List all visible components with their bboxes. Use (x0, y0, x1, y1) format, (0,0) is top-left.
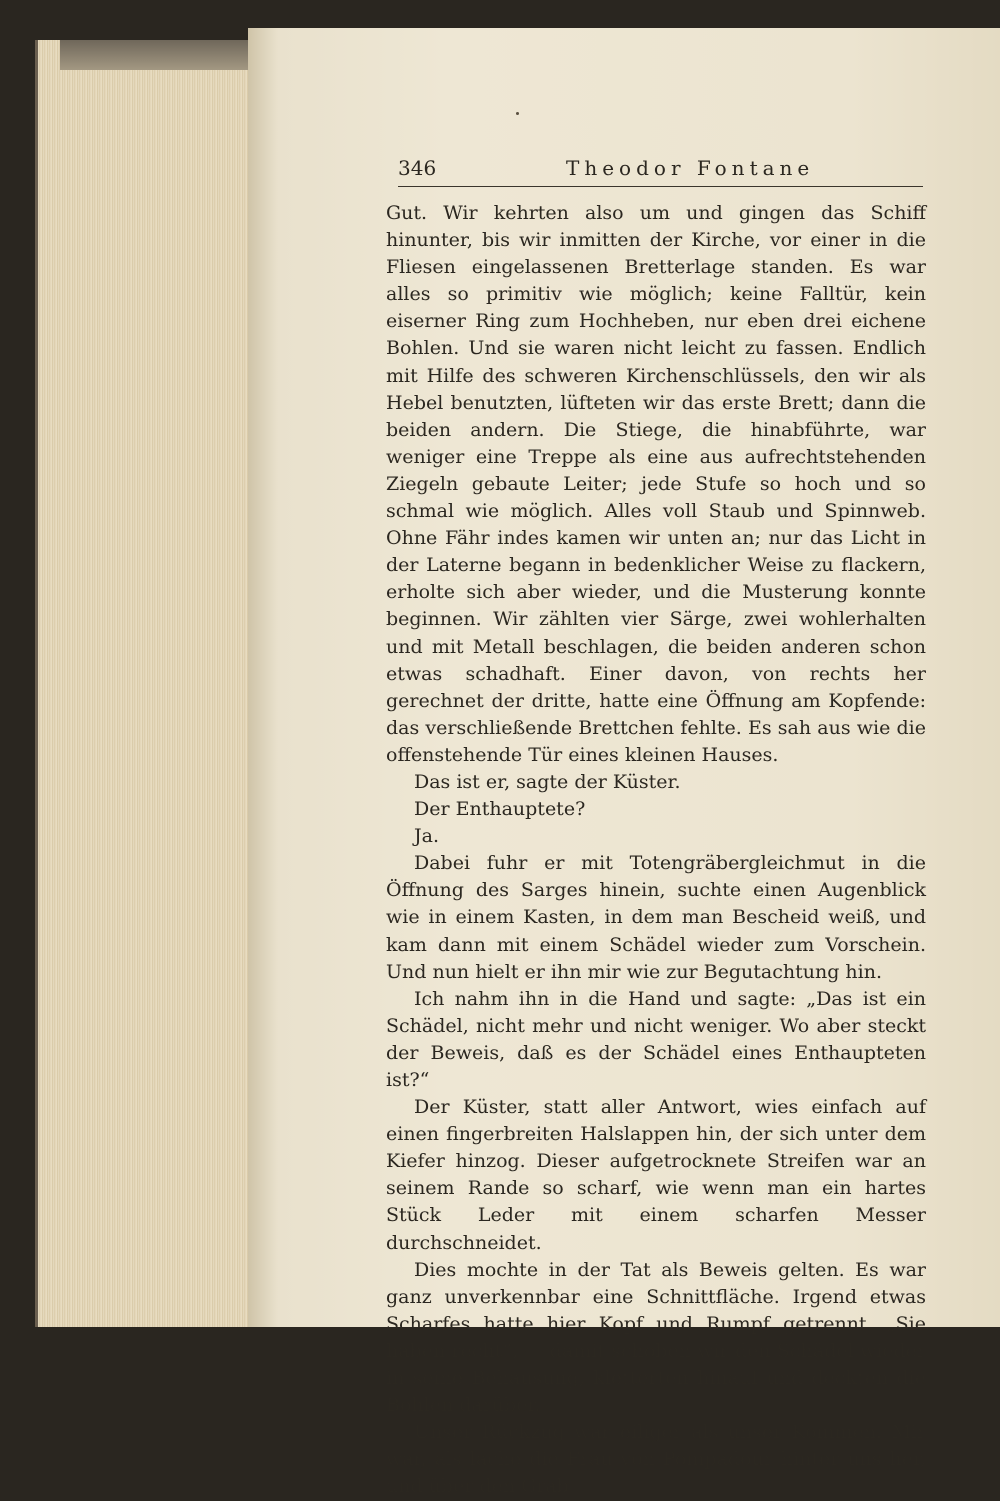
paragraph: Ich nahm ihn in die Hand und sagte: „Das ist ein Schädel, nicht mehr und nicht weniger. Wo aber steckt der Beweis, daß es der Schädel eines Enthaupteten ist?“ (386, 987, 926, 1091)
paragraph: Gut. Wir kehrten also um und gingen das Schiff hinunter, bis wir inmitten der Kirche, vor einer in die Fliesen eingelassenen Bretterlage standen. Es war alles so primitiv wie möglich; keine Falltür, kein eiserner Ring zum Hochheben, nur eben drei eichene Bohlen. Und sie waren nicht leicht zu fassen. Endlich mit Hilfe des schweren Kirchenschlüssels, den wir als Hebel benutzten, lüfteten wir das erste Brett; dann die beiden andern. Die Stiege, die hinabführte, war weniger eine Treppe als eine aus aufrechtstehenden Ziegeln gebaute Leiter; jede Stufe so hoch und so schmal wie möglich. Alles voll Staub und Spinnweb. Ohne Fähr indes kamen wir unten an; nur das Licht in der Laterne begann in bedenklicher Weise zu flackern, erholte sich aber wieder, und die Musterung konnte beginnen. Wir zählten vier Särge, zwei wohlerhalten und mit Metall beschlagen, die beiden anderen schon etwas schadhaft. Einer davon, von rechts her gerechnet der dritte, hatte eine Öffnung am Kopfende: das verschließende Brettchen fehlte. Es sah aus wie die offenstehende Tür eines kleinen Hauses. (386, 202, 926, 766)
paragraph: Ja. (414, 825, 439, 848)
book-page-edges (35, 40, 253, 1327)
paragraph: Dies mochte in der Tat als Beweis gelten. Es war ganz unverkennbar eine Schnittfläche. Irgend etwas Scharfes hatte hier Kopf und Rumpf getrennt. „Sie haben recht“, — damit schoben wir den Schädel wieder in seine Behausung, kletterten hinauf und deckten die Bohlen darüber. (386, 1258, 926, 1417)
paragraph: Das ist er, sagte der Küster. (414, 770, 681, 793)
page-number: 346 (398, 156, 437, 180)
page-header (398, 152, 923, 187)
running-title: Theodor Fontane (566, 156, 815, 180)
paragraph: Dabei fuhr er mit Totengräbergleichmut in die Öffnung des Sarges hinein, suchte einen Augenblick wie in einem Kasten, in dem man Bescheid weiß, und kam dann mit einem Schädel wieder zum Vorschein. Und nun hielt er ihn mir wie zur Begutachtung hin. (386, 852, 926, 983)
page-speck (516, 112, 519, 115)
paragraph: Unser Rückzug war eiliger als unser Kommen. Mir war, als lache die Frau von Pompadour hinter uns her, und über den Grab- (386, 1421, 926, 1498)
body-text (386, 200, 926, 1501)
book-cover-edge (60, 40, 250, 70)
paragraph: Der Enthauptete? (414, 798, 586, 821)
paragraph: Der Küster, statt aller Antwort, wies einfach auf einen fingerbreiten Halslappen hin, der sich unter dem Kiefer hinzog. Dieser aufgetrocknete Streifen war an seinem Rande so scharf, wie wenn man ein hartes Stück Leder mit einem scharfen Messer durchschneidet. (386, 1096, 926, 1254)
